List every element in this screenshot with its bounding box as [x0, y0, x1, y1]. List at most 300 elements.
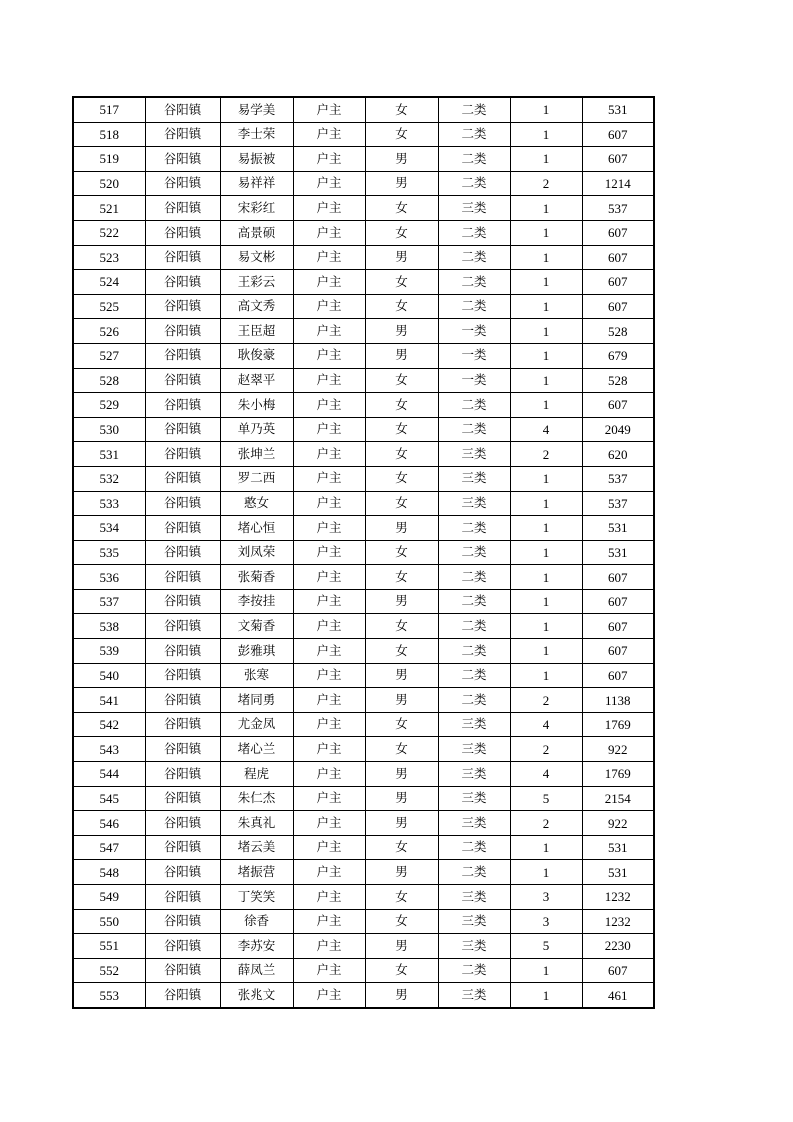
cell-name: 堵心恒 — [220, 516, 293, 541]
cell-amount: 607 — [582, 220, 654, 245]
cell-category: 三类 — [438, 786, 510, 811]
cell-town: 谷阳镇 — [145, 540, 220, 565]
table-row — [73, 811, 654, 836]
cell-row-number: 528 — [73, 368, 145, 393]
cell-persons: 1 — [510, 639, 582, 664]
table-row — [73, 712, 654, 737]
table-row — [73, 565, 654, 590]
cell-row-number: 551 — [73, 934, 145, 959]
cell-relation: 户主 — [293, 343, 365, 368]
cell-persons: 1 — [510, 343, 582, 368]
cell-name: 徐香 — [220, 909, 293, 934]
cell-persons: 1 — [510, 491, 582, 516]
cell-town: 谷阳镇 — [145, 294, 220, 319]
cell-name: 易振被 — [220, 147, 293, 172]
cell-category: 二类 — [438, 516, 510, 541]
cell-category: 二类 — [438, 835, 510, 860]
cell-town: 谷阳镇 — [145, 220, 220, 245]
cell-town: 谷阳镇 — [145, 442, 220, 467]
cell-amount: 607 — [582, 294, 654, 319]
table-row — [73, 491, 654, 516]
cell-category: 二类 — [438, 688, 510, 713]
cell-gender: 女 — [365, 737, 438, 762]
cell-category: 二类 — [438, 663, 510, 688]
cell-name: 张坤兰 — [220, 442, 293, 467]
cell-relation: 户主 — [293, 442, 365, 467]
cell-category: 三类 — [438, 885, 510, 910]
cell-category: 三类 — [438, 737, 510, 762]
cell-gender: 男 — [365, 319, 438, 344]
cell-name: 罗二西 — [220, 466, 293, 491]
cell-amount: 607 — [582, 589, 654, 614]
cell-category: 一类 — [438, 319, 510, 344]
cell-persons: 1 — [510, 663, 582, 688]
cell-relation: 户主 — [293, 270, 365, 295]
table-row — [73, 147, 654, 172]
cell-name: 高景硕 — [220, 220, 293, 245]
cell-category: 二类 — [438, 589, 510, 614]
cell-category: 二类 — [438, 393, 510, 418]
cell-gender: 女 — [365, 909, 438, 934]
table-row — [73, 639, 654, 664]
cell-name: 王彩云 — [220, 270, 293, 295]
household-table — [72, 96, 655, 1009]
cell-relation: 户主 — [293, 835, 365, 860]
cell-row-number: 540 — [73, 663, 145, 688]
cell-category: 三类 — [438, 762, 510, 787]
cell-row-number: 542 — [73, 712, 145, 737]
cell-gender: 男 — [365, 786, 438, 811]
cell-persons: 1 — [510, 958, 582, 983]
cell-category: 二类 — [438, 97, 510, 122]
cell-relation: 户主 — [293, 589, 365, 614]
cell-row-number: 530 — [73, 417, 145, 442]
cell-amount: 1138 — [582, 688, 654, 713]
cell-name: 堵同勇 — [220, 688, 293, 713]
cell-town: 谷阳镇 — [145, 368, 220, 393]
cell-persons: 1 — [510, 196, 582, 221]
cell-row-number: 539 — [73, 639, 145, 664]
cell-town: 谷阳镇 — [145, 786, 220, 811]
cell-row-number: 531 — [73, 442, 145, 467]
cell-name: 宋彩红 — [220, 196, 293, 221]
cell-name: 李苏安 — [220, 934, 293, 959]
table-row — [73, 270, 654, 295]
table-row — [73, 885, 654, 910]
cell-town: 谷阳镇 — [145, 737, 220, 762]
table-row — [73, 737, 654, 762]
table-row — [73, 835, 654, 860]
cell-town: 谷阳镇 — [145, 688, 220, 713]
cell-gender: 女 — [365, 294, 438, 319]
cell-row-number: 547 — [73, 835, 145, 860]
cell-row-number: 527 — [73, 343, 145, 368]
cell-category: 二类 — [438, 958, 510, 983]
cell-name: 堵心兰 — [220, 737, 293, 762]
cell-relation: 户主 — [293, 97, 365, 122]
cell-amount: 607 — [582, 639, 654, 664]
table-row — [73, 786, 654, 811]
cell-category: 二类 — [438, 565, 510, 590]
cell-gender: 女 — [365, 565, 438, 590]
cell-row-number: 534 — [73, 516, 145, 541]
cell-name: 王臣超 — [220, 319, 293, 344]
cell-row-number: 523 — [73, 245, 145, 270]
cell-relation: 户主 — [293, 958, 365, 983]
cell-amount: 922 — [582, 811, 654, 836]
cell-persons: 5 — [510, 934, 582, 959]
cell-row-number: 532 — [73, 466, 145, 491]
cell-amount: 922 — [582, 737, 654, 762]
cell-amount: 531 — [582, 516, 654, 541]
cell-persons: 2 — [510, 442, 582, 467]
cell-persons: 1 — [510, 614, 582, 639]
cell-persons: 3 — [510, 909, 582, 934]
cell-persons: 1 — [510, 589, 582, 614]
cell-gender: 女 — [365, 442, 438, 467]
cell-gender: 男 — [365, 516, 438, 541]
cell-amount: 607 — [582, 122, 654, 147]
cell-town: 谷阳镇 — [145, 614, 220, 639]
table-row — [73, 220, 654, 245]
cell-category: 二类 — [438, 540, 510, 565]
cell-amount: 607 — [582, 663, 654, 688]
cell-amount: 1214 — [582, 171, 654, 196]
table-row — [73, 368, 654, 393]
cell-category: 三类 — [438, 466, 510, 491]
table-row — [73, 97, 654, 122]
cell-category: 三类 — [438, 491, 510, 516]
cell-row-number: 526 — [73, 319, 145, 344]
cell-name: 易学美 — [220, 97, 293, 122]
cell-category: 三类 — [438, 196, 510, 221]
cell-gender: 女 — [365, 958, 438, 983]
cell-relation: 户主 — [293, 909, 365, 934]
cell-category: 二类 — [438, 270, 510, 295]
cell-row-number: 538 — [73, 614, 145, 639]
cell-name: 单乃英 — [220, 417, 293, 442]
cell-relation: 户主 — [293, 663, 365, 688]
cell-row-number: 536 — [73, 565, 145, 590]
table-row — [73, 294, 654, 319]
cell-gender: 女 — [365, 196, 438, 221]
cell-name: 薛凤兰 — [220, 958, 293, 983]
table-row — [73, 417, 654, 442]
cell-row-number: 550 — [73, 909, 145, 934]
cell-name: 易文彬 — [220, 245, 293, 270]
cell-row-number: 524 — [73, 270, 145, 295]
cell-gender: 女 — [365, 97, 438, 122]
cell-row-number: 535 — [73, 540, 145, 565]
cell-gender: 男 — [365, 147, 438, 172]
cell-gender: 男 — [365, 934, 438, 959]
cell-relation: 户主 — [293, 393, 365, 418]
cell-row-number: 519 — [73, 147, 145, 172]
cell-gender: 男 — [365, 589, 438, 614]
cell-town: 谷阳镇 — [145, 97, 220, 122]
cell-name: 堵云美 — [220, 835, 293, 860]
cell-amount: 607 — [582, 147, 654, 172]
cell-town: 谷阳镇 — [145, 589, 220, 614]
cell-amount: 531 — [582, 540, 654, 565]
table-row — [73, 319, 654, 344]
cell-persons: 2 — [510, 811, 582, 836]
cell-row-number: 518 — [73, 122, 145, 147]
cell-name: 耿俊豪 — [220, 343, 293, 368]
cell-amount: 607 — [582, 245, 654, 270]
cell-name: 朱小梅 — [220, 393, 293, 418]
cell-town: 谷阳镇 — [145, 762, 220, 787]
cell-gender: 男 — [365, 343, 438, 368]
cell-relation: 户主 — [293, 565, 365, 590]
cell-amount: 607 — [582, 393, 654, 418]
cell-category: 三类 — [438, 909, 510, 934]
cell-category: 三类 — [438, 934, 510, 959]
cell-gender: 男 — [365, 811, 438, 836]
table-row — [73, 614, 654, 639]
cell-name: 张菊香 — [220, 565, 293, 590]
cell-amount: 531 — [582, 860, 654, 885]
cell-town: 谷阳镇 — [145, 147, 220, 172]
cell-town: 谷阳镇 — [145, 466, 220, 491]
cell-town: 谷阳镇 — [145, 417, 220, 442]
cell-town: 谷阳镇 — [145, 663, 220, 688]
cell-category: 二类 — [438, 220, 510, 245]
cell-category: 三类 — [438, 983, 510, 1008]
cell-amount: 1232 — [582, 885, 654, 910]
cell-town: 谷阳镇 — [145, 516, 220, 541]
cell-gender: 女 — [365, 122, 438, 147]
cell-relation: 户主 — [293, 712, 365, 737]
cell-row-number: 521 — [73, 196, 145, 221]
cell-town: 谷阳镇 — [145, 393, 220, 418]
cell-name: 憨女 — [220, 491, 293, 516]
cell-amount: 1232 — [582, 909, 654, 934]
cell-relation: 户主 — [293, 245, 365, 270]
table-row — [73, 442, 654, 467]
cell-persons: 1 — [510, 270, 582, 295]
table-row — [73, 688, 654, 713]
cell-category: 三类 — [438, 811, 510, 836]
cell-gender: 女 — [365, 393, 438, 418]
cell-persons: 4 — [510, 712, 582, 737]
cell-gender: 男 — [365, 688, 438, 713]
cell-name: 李士荣 — [220, 122, 293, 147]
cell-town: 谷阳镇 — [145, 934, 220, 959]
cell-persons: 1 — [510, 516, 582, 541]
cell-town: 谷阳镇 — [145, 983, 220, 1008]
cell-row-number: 544 — [73, 762, 145, 787]
cell-persons: 1 — [510, 466, 582, 491]
cell-name: 尤金凤 — [220, 712, 293, 737]
cell-row-number: 541 — [73, 688, 145, 713]
cell-amount: 607 — [582, 565, 654, 590]
cell-town: 谷阳镇 — [145, 245, 220, 270]
cell-relation: 户主 — [293, 368, 365, 393]
cell-amount: 528 — [582, 368, 654, 393]
table-row — [73, 958, 654, 983]
cell-name: 高文秀 — [220, 294, 293, 319]
cell-category: 二类 — [438, 614, 510, 639]
cell-town: 谷阳镇 — [145, 909, 220, 934]
cell-relation: 户主 — [293, 885, 365, 910]
table-row — [73, 589, 654, 614]
cell-row-number: 525 — [73, 294, 145, 319]
table-body — [73, 97, 654, 1008]
cell-persons: 1 — [510, 319, 582, 344]
cell-row-number: 549 — [73, 885, 145, 910]
cell-amount: 607 — [582, 614, 654, 639]
cell-relation: 户主 — [293, 417, 365, 442]
cell-gender: 男 — [365, 860, 438, 885]
cell-gender: 女 — [365, 712, 438, 737]
cell-relation: 户主 — [293, 540, 365, 565]
cell-town: 谷阳镇 — [145, 811, 220, 836]
cell-persons: 1 — [510, 294, 582, 319]
cell-relation: 户主 — [293, 491, 365, 516]
cell-relation: 户主 — [293, 196, 365, 221]
cell-relation: 户主 — [293, 786, 365, 811]
cell-row-number: 543 — [73, 737, 145, 762]
table-row — [73, 762, 654, 787]
cell-relation: 户主 — [293, 614, 365, 639]
cell-name: 张寒 — [220, 663, 293, 688]
cell-amount: 537 — [582, 491, 654, 516]
cell-persons: 1 — [510, 393, 582, 418]
cell-town: 谷阳镇 — [145, 491, 220, 516]
cell-amount: 531 — [582, 97, 654, 122]
cell-persons: 1 — [510, 245, 582, 270]
cell-row-number: 548 — [73, 860, 145, 885]
cell-gender: 男 — [365, 762, 438, 787]
cell-relation: 户主 — [293, 319, 365, 344]
cell-town: 谷阳镇 — [145, 835, 220, 860]
cell-amount: 607 — [582, 958, 654, 983]
cell-category: 一类 — [438, 343, 510, 368]
cell-relation: 户主 — [293, 466, 365, 491]
cell-relation: 户主 — [293, 147, 365, 172]
cell-persons: 1 — [510, 97, 582, 122]
cell-persons: 1 — [510, 540, 582, 565]
cell-name: 易祥祥 — [220, 171, 293, 196]
cell-amount: 679 — [582, 343, 654, 368]
cell-category: 二类 — [438, 294, 510, 319]
cell-persons: 1 — [510, 220, 582, 245]
cell-row-number: 522 — [73, 220, 145, 245]
cell-name: 程虎 — [220, 762, 293, 787]
cell-row-number: 553 — [73, 983, 145, 1008]
cell-relation: 户主 — [293, 811, 365, 836]
cell-amount: 1769 — [582, 762, 654, 787]
cell-town: 谷阳镇 — [145, 885, 220, 910]
cell-persons: 1 — [510, 565, 582, 590]
cell-amount: 1769 — [582, 712, 654, 737]
cell-category: 二类 — [438, 860, 510, 885]
cell-name: 刘凤荣 — [220, 540, 293, 565]
cell-gender: 女 — [365, 270, 438, 295]
table-row — [73, 245, 654, 270]
cell-gender: 女 — [365, 220, 438, 245]
cell-gender: 女 — [365, 368, 438, 393]
cell-category: 一类 — [438, 368, 510, 393]
cell-row-number: 537 — [73, 589, 145, 614]
cell-category: 三类 — [438, 712, 510, 737]
cell-gender: 男 — [365, 663, 438, 688]
cell-amount: 607 — [582, 270, 654, 295]
cell-gender: 女 — [365, 614, 438, 639]
household-table-container — [72, 96, 655, 1009]
cell-category: 二类 — [438, 639, 510, 664]
cell-persons: 1 — [510, 983, 582, 1008]
cell-gender: 男 — [365, 983, 438, 1008]
cell-relation: 户主 — [293, 860, 365, 885]
cell-persons: 4 — [510, 762, 582, 787]
cell-name: 朱真礼 — [220, 811, 293, 836]
cell-row-number: 520 — [73, 171, 145, 196]
cell-persons: 2 — [510, 688, 582, 713]
cell-category: 三类 — [438, 442, 510, 467]
cell-persons: 1 — [510, 147, 582, 172]
cell-category: 二类 — [438, 122, 510, 147]
cell-relation: 户主 — [293, 688, 365, 713]
cell-name: 堵振营 — [220, 860, 293, 885]
table-row — [73, 983, 654, 1008]
cell-gender: 女 — [365, 466, 438, 491]
cell-amount: 2230 — [582, 934, 654, 959]
cell-row-number: 529 — [73, 393, 145, 418]
table-row — [73, 196, 654, 221]
cell-town: 谷阳镇 — [145, 712, 220, 737]
cell-relation: 户主 — [293, 220, 365, 245]
cell-row-number: 552 — [73, 958, 145, 983]
table-row — [73, 934, 654, 959]
cell-persons: 1 — [510, 368, 582, 393]
cell-persons: 3 — [510, 885, 582, 910]
cell-name: 李按挂 — [220, 589, 293, 614]
table-row — [73, 540, 654, 565]
cell-row-number: 546 — [73, 811, 145, 836]
cell-town: 谷阳镇 — [145, 270, 220, 295]
cell-category: 二类 — [438, 147, 510, 172]
cell-persons: 1 — [510, 860, 582, 885]
table-row — [73, 663, 654, 688]
cell-gender: 女 — [365, 417, 438, 442]
cell-name: 朱仁杰 — [220, 786, 293, 811]
cell-persons: 1 — [510, 122, 582, 147]
cell-category: 二类 — [438, 417, 510, 442]
cell-amount: 537 — [582, 466, 654, 491]
cell-amount: 2049 — [582, 417, 654, 442]
cell-amount: 528 — [582, 319, 654, 344]
cell-persons: 5 — [510, 786, 582, 811]
cell-gender: 男 — [365, 245, 438, 270]
table-row — [73, 122, 654, 147]
cell-town: 谷阳镇 — [145, 319, 220, 344]
cell-persons: 4 — [510, 417, 582, 442]
cell-relation: 户主 — [293, 983, 365, 1008]
table-row — [73, 909, 654, 934]
cell-town: 谷阳镇 — [145, 639, 220, 664]
cell-amount: 531 — [582, 835, 654, 860]
cell-relation: 户主 — [293, 737, 365, 762]
cell-town: 谷阳镇 — [145, 958, 220, 983]
cell-row-number: 533 — [73, 491, 145, 516]
cell-persons: 1 — [510, 835, 582, 860]
cell-row-number: 545 — [73, 786, 145, 811]
cell-relation: 户主 — [293, 934, 365, 959]
cell-gender: 女 — [365, 885, 438, 910]
cell-town: 谷阳镇 — [145, 565, 220, 590]
